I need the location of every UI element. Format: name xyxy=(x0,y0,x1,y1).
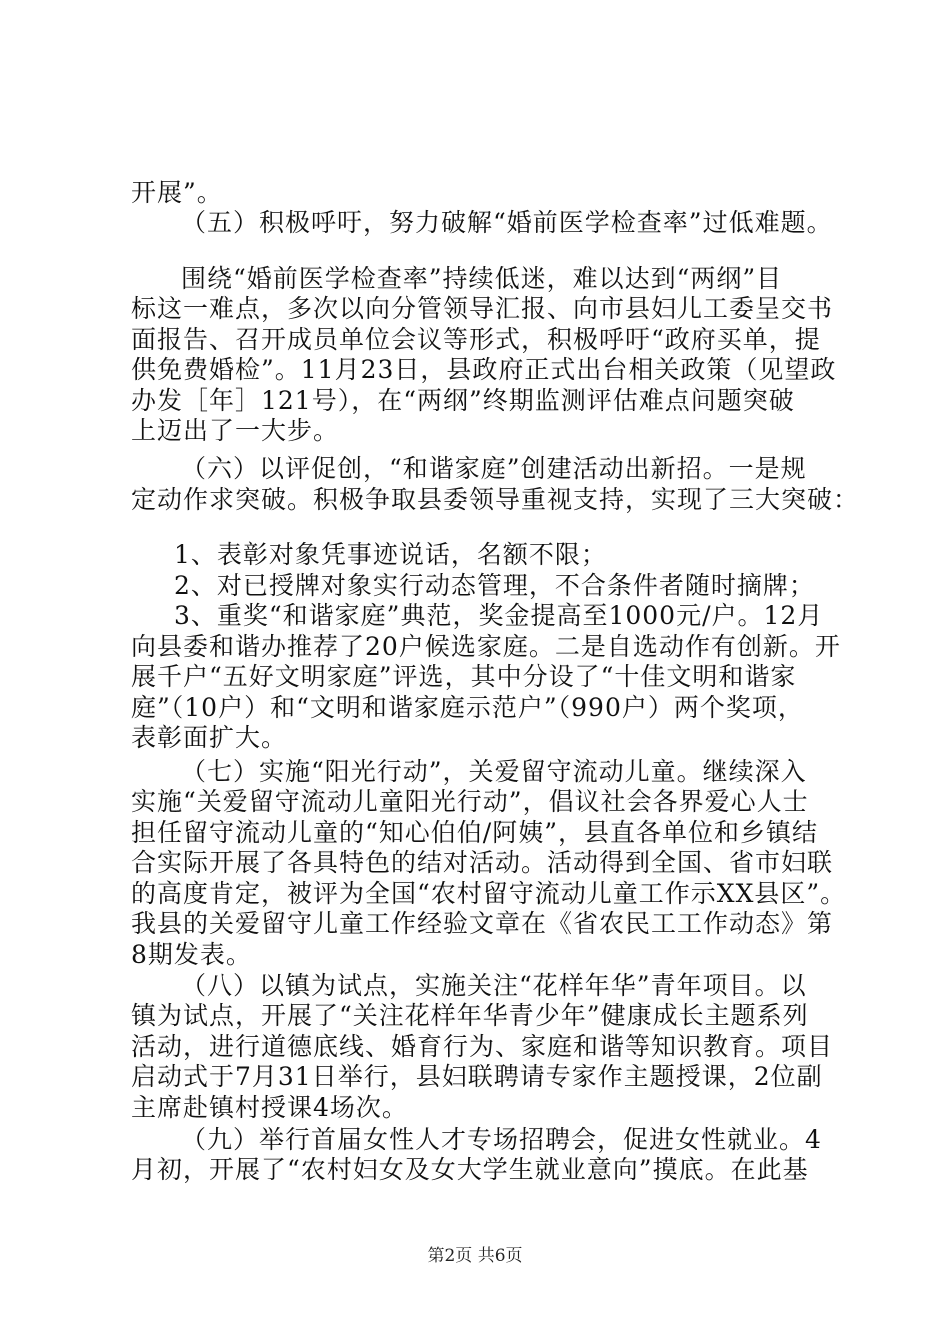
body-line: 表彰面扩大。 xyxy=(131,723,288,752)
body-line: 镇为试点，开展了“关注花样年华青少年”健康成长主题系列 xyxy=(131,1001,809,1030)
body-line: 供免费婚检”。11月23日，县政府正式出台相关政策（见望政 xyxy=(131,355,837,384)
body-line: 担任留守流动儿童的“知心伯伯/阿姨”，县直各单位和乡镇结 xyxy=(131,818,818,847)
body-line: 月初，开展了“农村妇女及女大学生就业意向”摸底。在此基 xyxy=(131,1155,809,1184)
list-item: 1、表彰对象凭事迹说话，名额不限； xyxy=(174,540,607,569)
body-line: 向县委和谐办推荐了20户候选家庭。二是自选动作有创新。开 xyxy=(131,632,841,661)
body-line: 标这一难点，多次以向分管领导汇报、向市县妇儿工委呈交书 xyxy=(131,294,834,323)
section-heading: （八）以镇为试点，实施关注“花样年华”青年项目。以 xyxy=(181,971,807,1000)
body-line: 开展”。 xyxy=(131,178,223,207)
section-heading: （六）以评促创，“和谐家庭”创建活动出新招。一是规 xyxy=(181,454,807,483)
body-line: 展千户“五好文明家庭”评选，其中分设了“十佳文明和谐家 xyxy=(131,662,797,691)
body-line: 启动式于7月31日举行，县妇联聘请专家作主题授课，2位副 xyxy=(131,1062,823,1091)
body-line: 主席赴镇村授课4场次。 xyxy=(131,1093,408,1122)
body-line: 我县的关爱留守儿童工作经验文章在《省农民工工作动态》第 xyxy=(131,909,834,938)
body-line: 办发［年］121号），在“两纲”终期监测评估难点问题突破 xyxy=(131,386,795,415)
body-line: 实施“关爱留守流动儿童阳光行动”，倡议社会各界爱心人士 xyxy=(131,787,809,816)
section-heading: （九）举行首届女性人才专场招聘会，促进女性就业。4 xyxy=(181,1125,822,1154)
list-item: 3、重奖“和谐家庭”典范，奖金提高至1000元/户。12月 xyxy=(174,601,824,630)
body-line: 定动作求突破。积极争取县委领导重视支持，实现了三大突破： xyxy=(131,485,860,514)
page-number-footer: 第2页 共6页 xyxy=(427,1246,523,1266)
list-item: 2、对已授牌对象实行动态管理，不合条件者随时摘牌； xyxy=(174,571,815,600)
body-line: 上迈出了一大步。 xyxy=(131,416,340,445)
body-line: 围绕“婚前医学检查率”持续低迷，难以达到“两纲”目 xyxy=(181,264,783,293)
body-line: 活动，进行道德底线、婚育行为、家庭和谐等知识教育。项目 xyxy=(131,1032,834,1061)
body-line: 庭”（10户）和“文明和谐家庭示范户”（990户）两个奖项， xyxy=(131,693,804,722)
body-line: 8期发表。 xyxy=(131,940,252,969)
section-heading: （七）实施“阳光行动”，关爱留守流动儿童。继续深入 xyxy=(181,757,807,786)
body-line: 合实际开展了各具特色的结对活动。活动得到全国、省市妇联 xyxy=(131,848,834,877)
body-line: 的高度肯定，被评为全国“农村留守流动儿童工作示XX县区”。 xyxy=(131,879,847,908)
section-heading: （五）积极呼吁，努力破解“婚前医学检查率”过低难题。 xyxy=(181,208,833,237)
body-line: 面报告、召开成员单位会议等形式，积极呼吁“政府买单，提 xyxy=(131,325,821,354)
